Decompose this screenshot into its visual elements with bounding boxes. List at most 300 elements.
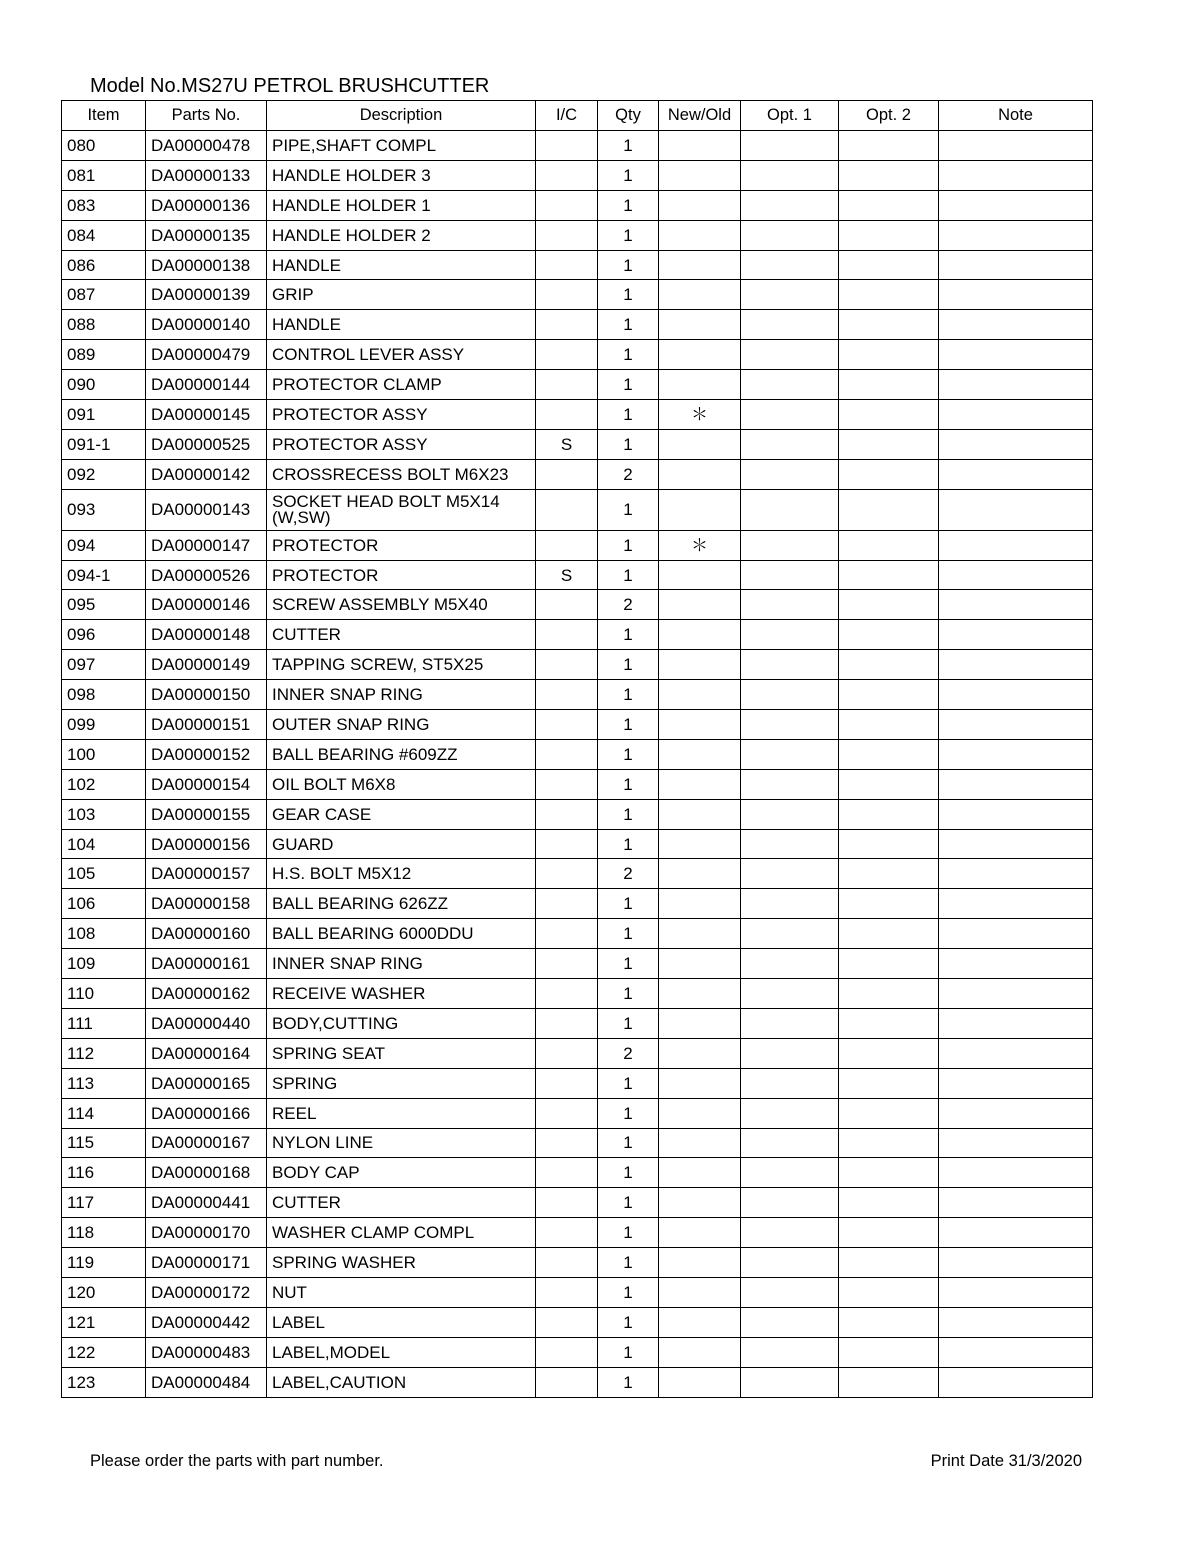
- opt-1-cell: [741, 250, 839, 280]
- description-cell: BALL BEARING 6000DDU: [267, 919, 536, 949]
- opt-2-cell: [839, 1158, 939, 1188]
- qty-cell: 1: [598, 1248, 659, 1278]
- note-cell: [939, 429, 1093, 459]
- opt-1-cell: [741, 889, 839, 919]
- ic-cell: [536, 459, 598, 489]
- qty-cell: 2: [598, 590, 659, 620]
- qty-cell: 1: [598, 1337, 659, 1367]
- ic-cell: [536, 1038, 598, 1068]
- order-note: Please order the parts with part number.: [90, 1452, 384, 1470]
- note-cell: [939, 889, 1093, 919]
- description-cell: CUTTER: [267, 1188, 536, 1218]
- new-old-cell: [659, 560, 741, 590]
- opt-2-cell: [839, 710, 939, 740]
- opt-2-cell: [839, 1098, 939, 1128]
- table-row: [62, 1128, 1093, 1158]
- new-old-cell: [659, 799, 741, 829]
- qty-cell: 1: [598, 949, 659, 979]
- column-header-ic: I/C: [536, 101, 598, 131]
- ic-cell: [536, 889, 598, 919]
- ic-cell: [536, 190, 598, 220]
- column-header-description: Description: [267, 101, 536, 131]
- part-number-cell: DA00000140: [146, 310, 267, 340]
- opt-2-cell: [839, 1188, 939, 1218]
- table-row: [62, 650, 1093, 680]
- ic-cell: [536, 160, 598, 190]
- ic-cell: [536, 280, 598, 310]
- ic-cell: [536, 590, 598, 620]
- opt-1-cell: [741, 429, 839, 459]
- new-old-cell: [659, 250, 741, 280]
- opt-2-cell: [839, 620, 939, 650]
- ic-cell: [536, 1277, 598, 1307]
- table-row: [62, 160, 1093, 190]
- part-number-cell: DA00000526: [146, 560, 267, 590]
- qty-cell: 1: [598, 190, 659, 220]
- description-cell: HANDLE HOLDER 3: [267, 160, 536, 190]
- ic-cell: [536, 979, 598, 1009]
- note-cell: [939, 680, 1093, 710]
- note-cell: [939, 1218, 1093, 1248]
- part-number-cell: DA00000157: [146, 859, 267, 889]
- item-cell: 118: [62, 1218, 146, 1248]
- part-number-cell: DA00000148: [146, 620, 267, 650]
- ic-cell: [536, 400, 598, 430]
- description-cell: CUTTER: [267, 620, 536, 650]
- qty-cell: 1: [598, 829, 659, 859]
- description-cell: PROTECTOR ASSY: [267, 400, 536, 430]
- opt-2-cell: [839, 190, 939, 220]
- item-cell: 102: [62, 769, 146, 799]
- table-row: [62, 1277, 1093, 1307]
- column-header-note: Note: [939, 101, 1093, 131]
- note-cell: [939, 859, 1093, 889]
- note-cell: [939, 190, 1093, 220]
- table-row: [62, 710, 1093, 740]
- description-cell: WASHER CLAMP COMPL: [267, 1218, 536, 1248]
- opt-1-cell: [741, 280, 839, 310]
- new-old-cell: [659, 429, 741, 459]
- table-row: [62, 889, 1093, 919]
- qty-cell: 1: [598, 650, 659, 680]
- description-cell: OUTER SNAP RING: [267, 710, 536, 740]
- description-cell: LABEL,MODEL: [267, 1337, 536, 1367]
- ic-cell: [536, 829, 598, 859]
- ic-cell: [536, 1068, 598, 1098]
- opt-1-cell: [741, 370, 839, 400]
- qty-cell: 1: [598, 340, 659, 370]
- table-row: [62, 859, 1093, 889]
- table-header-row: [62, 101, 1093, 131]
- new-old-cell: [659, 131, 741, 161]
- description-cell: PROTECTOR CLAMP: [267, 370, 536, 400]
- part-number-cell: DA00000440: [146, 1008, 267, 1038]
- ic-cell: S: [536, 429, 598, 459]
- part-number-cell: DA00000136: [146, 190, 267, 220]
- part-number-cell: DA00000154: [146, 769, 267, 799]
- new-old-cell: [659, 1307, 741, 1337]
- qty-cell: 1: [598, 1158, 659, 1188]
- ic-cell: [536, 739, 598, 769]
- note-cell: [939, 919, 1093, 949]
- new-old-cell: [659, 1038, 741, 1068]
- new-old-cell: [659, 680, 741, 710]
- note-cell: [939, 489, 1093, 530]
- new-old-cell: [659, 919, 741, 949]
- part-number-cell: DA00000151: [146, 710, 267, 740]
- opt-1-cell: [741, 1307, 839, 1337]
- opt-1-cell: [741, 1277, 839, 1307]
- opt-2-cell: [839, 919, 939, 949]
- table-row: [62, 1008, 1093, 1038]
- opt-1-cell: [741, 710, 839, 740]
- part-number-cell: DA00000479: [146, 340, 267, 370]
- opt-1-cell: [741, 1128, 839, 1158]
- table-row: [62, 560, 1093, 590]
- new-old-cell: [659, 459, 741, 489]
- part-number-cell: DA00000483: [146, 1337, 267, 1367]
- new-old-cell: [659, 710, 741, 740]
- qty-cell: 2: [598, 1038, 659, 1068]
- qty-cell: 1: [598, 220, 659, 250]
- part-number-cell: DA00000525: [146, 429, 267, 459]
- part-number-cell: DA00000138: [146, 250, 267, 280]
- item-cell: 093: [62, 489, 146, 530]
- table-row: [62, 769, 1093, 799]
- note-cell: [939, 160, 1093, 190]
- column-header-item: Item: [62, 101, 146, 131]
- description-cell: TAPPING SCREW, ST5X25: [267, 650, 536, 680]
- ic-cell: [536, 131, 598, 161]
- note-cell: [939, 220, 1093, 250]
- note-cell: [939, 280, 1093, 310]
- item-cell: 114: [62, 1098, 146, 1128]
- part-number-cell: DA00000147: [146, 530, 267, 560]
- item-cell: 122: [62, 1337, 146, 1367]
- item-cell: 117: [62, 1188, 146, 1218]
- part-number-cell: DA00000164: [146, 1038, 267, 1068]
- note-cell: [939, 769, 1093, 799]
- opt-2-cell: [839, 459, 939, 489]
- note-cell: [939, 400, 1093, 430]
- new-old-cell: [659, 1098, 741, 1128]
- new-old-cell: [659, 190, 741, 220]
- table-row: [62, 1218, 1093, 1248]
- column-header-opt-1: Opt. 1: [741, 101, 839, 131]
- item-cell: 080: [62, 131, 146, 161]
- opt-1-cell: [741, 1218, 839, 1248]
- table-row: [62, 949, 1093, 979]
- ic-cell: [536, 1367, 598, 1397]
- description-cell: SCREW ASSEMBLY M5X40: [267, 590, 536, 620]
- description-cell: SPRING WASHER: [267, 1248, 536, 1278]
- new-old-cell: [659, 739, 741, 769]
- table-row: [62, 190, 1093, 220]
- item-cell: 103: [62, 799, 146, 829]
- qty-cell: 1: [598, 489, 659, 530]
- item-cell: 109: [62, 949, 146, 979]
- part-number-cell: DA00000165: [146, 1068, 267, 1098]
- table-row: [62, 1038, 1093, 1068]
- new-old-cell: [659, 280, 741, 310]
- item-cell: 089: [62, 340, 146, 370]
- item-cell: 087: [62, 280, 146, 310]
- parts-table: [61, 100, 1093, 1398]
- table-row: [62, 739, 1093, 769]
- qty-cell: 1: [598, 131, 659, 161]
- opt-2-cell: [839, 1128, 939, 1158]
- description-cell: REEL: [267, 1098, 536, 1128]
- note-cell: [939, 1188, 1093, 1218]
- opt-1-cell: [741, 190, 839, 220]
- ic-cell: [536, 1218, 598, 1248]
- column-header-new-old: New/Old: [659, 101, 741, 131]
- opt-1-cell: [741, 530, 839, 560]
- description-cell: SPRING: [267, 1068, 536, 1098]
- table-row: [62, 370, 1093, 400]
- ic-cell: [536, 650, 598, 680]
- part-number-cell: DA00000145: [146, 400, 267, 430]
- opt-1-cell: [741, 859, 839, 889]
- opt-1-cell: [741, 1158, 839, 1188]
- item-cell: 095: [62, 590, 146, 620]
- note-cell: [939, 799, 1093, 829]
- description-cell: GRIP: [267, 280, 536, 310]
- part-number-cell: DA00000172: [146, 1277, 267, 1307]
- new-old-cell: [659, 1128, 741, 1158]
- note-cell: [939, 1068, 1093, 1098]
- part-number-cell: DA00000142: [146, 459, 267, 489]
- part-number-cell: DA00000133: [146, 160, 267, 190]
- qty-cell: 2: [598, 459, 659, 489]
- table-row: [62, 829, 1093, 859]
- item-cell: 104: [62, 829, 146, 859]
- description-cell: HANDLE HOLDER 2: [267, 220, 536, 250]
- note-cell: [939, 1307, 1093, 1337]
- opt-1-cell: [741, 220, 839, 250]
- part-number-cell: DA00000156: [146, 829, 267, 859]
- table-row: [62, 340, 1093, 370]
- opt-2-cell: [839, 489, 939, 530]
- table-row: [62, 680, 1093, 710]
- description-cell: SOCKET HEAD BOLT M5X14 (W,SW): [267, 489, 536, 530]
- qty-cell: 1: [598, 1307, 659, 1337]
- qty-cell: 1: [598, 280, 659, 310]
- ic-cell: [536, 1248, 598, 1278]
- part-number-cell: DA00000478: [146, 131, 267, 161]
- item-cell: 110: [62, 979, 146, 1009]
- qty-cell: 1: [598, 1068, 659, 1098]
- ic-cell: [536, 530, 598, 560]
- part-number-cell: DA00000170: [146, 1218, 267, 1248]
- column-header-parts-no: Parts No.: [146, 101, 267, 131]
- new-old-cell: [659, 650, 741, 680]
- description-cell: PIPE,SHAFT COMPL: [267, 131, 536, 161]
- opt-2-cell: [839, 530, 939, 560]
- new-old-cell: [659, 1158, 741, 1188]
- opt-1-cell: [741, 1008, 839, 1038]
- qty-cell: 1: [598, 769, 659, 799]
- part-number-cell: DA00000155: [146, 799, 267, 829]
- description-cell: NUT: [267, 1277, 536, 1307]
- new-old-cell: [659, 949, 741, 979]
- opt-1-cell: [741, 160, 839, 190]
- description-cell: PROTECTOR: [267, 560, 536, 590]
- item-cell: 108: [62, 919, 146, 949]
- note-cell: [939, 1158, 1093, 1188]
- opt-2-cell: [839, 370, 939, 400]
- table-row: [62, 280, 1093, 310]
- qty-cell: 1: [598, 680, 659, 710]
- new-old-cell: [659, 769, 741, 799]
- description-cell: GUARD: [267, 829, 536, 859]
- table-row: [62, 799, 1093, 829]
- opt-1-cell: [741, 949, 839, 979]
- item-cell: 091-1: [62, 429, 146, 459]
- opt-1-cell: [741, 799, 839, 829]
- ic-cell: [536, 310, 598, 340]
- opt-2-cell: [839, 1068, 939, 1098]
- part-number-cell: DA00000143: [146, 489, 267, 530]
- note-cell: [939, 979, 1093, 1009]
- opt-1-cell: [741, 1038, 839, 1068]
- table-row: [62, 1068, 1093, 1098]
- new-old-cell: [659, 1068, 741, 1098]
- opt-1-cell: [741, 769, 839, 799]
- qty-cell: 1: [598, 799, 659, 829]
- opt-2-cell: [839, 131, 939, 161]
- new-old-cell: [659, 979, 741, 1009]
- new-old-cell: [659, 1008, 741, 1038]
- new-old-cell: [659, 310, 741, 340]
- part-number-cell: DA00000158: [146, 889, 267, 919]
- new-old-cell: [659, 1337, 741, 1367]
- opt-2-cell: [839, 1367, 939, 1397]
- item-cell: 081: [62, 160, 146, 190]
- table-row: [62, 1188, 1093, 1218]
- opt-2-cell: [839, 1248, 939, 1278]
- opt-1-cell: [741, 979, 839, 1009]
- opt-2-cell: [839, 680, 939, 710]
- note-cell: [939, 710, 1093, 740]
- opt-1-cell: [741, 400, 839, 430]
- new-old-cell: [659, 1277, 741, 1307]
- description-cell: LABEL,CAUTION: [267, 1367, 536, 1397]
- table-row: [62, 1158, 1093, 1188]
- new-old-cell: [659, 489, 741, 530]
- table-row: [62, 310, 1093, 340]
- table-row: [62, 919, 1093, 949]
- item-cell: 115: [62, 1128, 146, 1158]
- item-cell: 119: [62, 1248, 146, 1278]
- qty-cell: 1: [598, 310, 659, 340]
- part-number-cell: DA00000162: [146, 979, 267, 1009]
- item-cell: 090: [62, 370, 146, 400]
- qty-cell: 2: [598, 859, 659, 889]
- column-header-qty: Qty: [598, 101, 659, 131]
- item-cell: 094: [62, 530, 146, 560]
- table-row: [62, 620, 1093, 650]
- note-cell: [939, 829, 1093, 859]
- table-row: [62, 220, 1093, 250]
- part-number-cell: DA00000484: [146, 1367, 267, 1397]
- description-cell: HANDLE: [267, 250, 536, 280]
- item-cell: 091: [62, 400, 146, 430]
- note-cell: [939, 1098, 1093, 1128]
- qty-cell: 1: [598, 1128, 659, 1158]
- qty-cell: 1: [598, 889, 659, 919]
- opt-2-cell: [839, 220, 939, 250]
- part-number-cell: DA00000171: [146, 1248, 267, 1278]
- item-cell: 121: [62, 1307, 146, 1337]
- item-cell: 099: [62, 710, 146, 740]
- opt-1-cell: [741, 919, 839, 949]
- new-old-cell: ＊: [659, 400, 741, 430]
- item-cell: 120: [62, 1277, 146, 1307]
- opt-2-cell: [839, 1038, 939, 1068]
- table-row: [62, 489, 1093, 530]
- part-number-cell: DA00000144: [146, 370, 267, 400]
- qty-cell: 1: [598, 400, 659, 430]
- table-row: [62, 1307, 1093, 1337]
- qty-cell: 1: [598, 250, 659, 280]
- description-cell: NYLON LINE: [267, 1128, 536, 1158]
- description-cell: BALL BEARING 626ZZ: [267, 889, 536, 919]
- table-row: [62, 1098, 1093, 1128]
- item-cell: 116: [62, 1158, 146, 1188]
- qty-cell: 1: [598, 620, 659, 650]
- item-cell: 100: [62, 739, 146, 769]
- description-cell: CONTROL LEVER ASSY: [267, 340, 536, 370]
- opt-1-cell: [741, 680, 839, 710]
- opt-2-cell: [839, 1277, 939, 1307]
- table-row: [62, 1367, 1093, 1397]
- part-number-cell: DA00000149: [146, 650, 267, 680]
- opt-2-cell: [839, 340, 939, 370]
- page-title: Model No.MS27U PETROL BRUSHCUTTER: [90, 75, 490, 97]
- new-old-cell: [659, 340, 741, 370]
- item-cell: 098: [62, 680, 146, 710]
- item-cell: 113: [62, 1068, 146, 1098]
- table-row: [62, 590, 1093, 620]
- new-old-cell: ＊: [659, 530, 741, 560]
- ic-cell: [536, 919, 598, 949]
- opt-1-cell: [741, 1068, 839, 1098]
- description-cell: BODY CAP: [267, 1158, 536, 1188]
- item-cell: 088: [62, 310, 146, 340]
- item-cell: 092: [62, 459, 146, 489]
- opt-1-cell: [741, 1188, 839, 1218]
- opt-2-cell: [839, 160, 939, 190]
- ic-cell: [536, 949, 598, 979]
- new-old-cell: [659, 1248, 741, 1278]
- part-number-cell: DA00000150: [146, 680, 267, 710]
- opt-2-cell: [839, 590, 939, 620]
- opt-1-cell: [741, 829, 839, 859]
- table-row: [62, 250, 1093, 280]
- ic-cell: [536, 1337, 598, 1367]
- note-cell: [939, 1248, 1093, 1278]
- qty-cell: 1: [598, 710, 659, 740]
- new-old-cell: [659, 859, 741, 889]
- ic-cell: [536, 710, 598, 740]
- qty-cell: 1: [598, 370, 659, 400]
- table-row: [62, 1248, 1093, 1278]
- qty-cell: 1: [598, 739, 659, 769]
- opt-1-cell: [741, 620, 839, 650]
- opt-1-cell: [741, 340, 839, 370]
- ic-cell: [536, 489, 598, 530]
